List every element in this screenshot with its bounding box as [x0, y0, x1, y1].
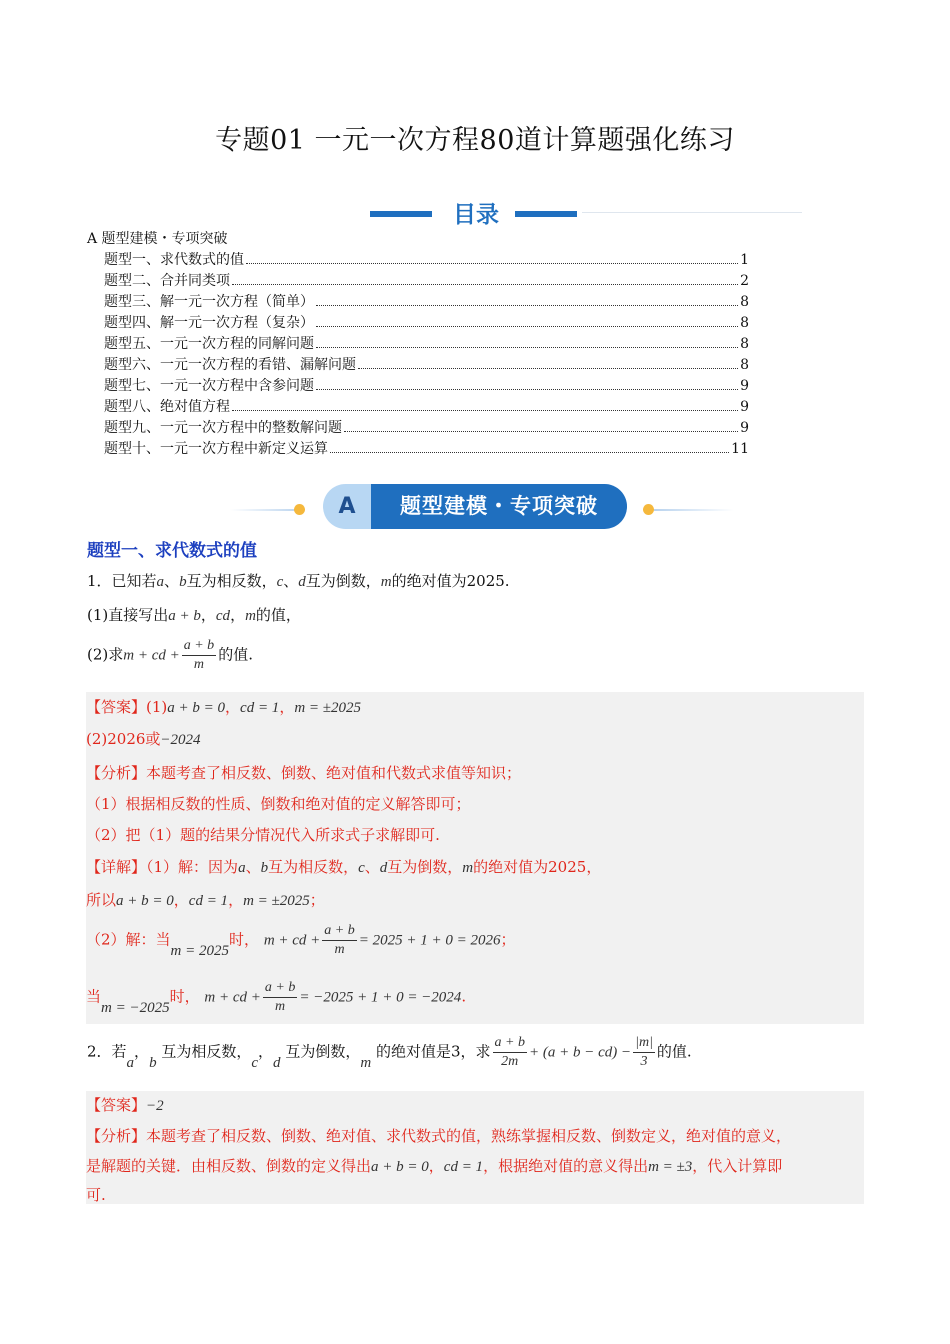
- toc-item-label: 题型四、解一元一次方程（复杂）: [104, 315, 314, 331]
- answer-label: 【答案】: [86, 698, 147, 716]
- toc-item-label: 题型九、一元一次方程中的整数解问题: [104, 420, 342, 436]
- analysis-line-3: 可.: [86, 1186, 106, 1204]
- analysis-step-1: （1）根据相反数的性质、倒数和绝对值的定义解答即可；: [86, 795, 471, 813]
- toc-leader: [330, 452, 729, 453]
- fraction-numerator: a + b: [322, 922, 356, 941]
- answer-line: [86, 696, 361, 717]
- text: 2．若: [87, 1042, 127, 1061]
- analysis-label: 【分析】: [86, 1127, 147, 1145]
- math-var: b: [179, 574, 187, 590]
- text: ；: [500, 930, 516, 949]
- toc-item-label: 题型五、一元一次方程的同解问题: [104, 336, 314, 352]
- text: 的绝对值是3，求: [375, 1042, 491, 1061]
- text: 时，: [229, 930, 260, 949]
- banner-pill: [323, 484, 627, 529]
- text: ，: [228, 891, 244, 909]
- fraction-denominator: m: [275, 999, 286, 1014]
- detail-label: 【详解】: [86, 858, 147, 876]
- toc-heading-bar-left: [370, 211, 432, 217]
- text: (2)求: [87, 645, 124, 664]
- toc-leader: [344, 431, 738, 432]
- math-expr: m = −2025: [101, 999, 170, 1016]
- toc-item-label: 题型七、一元一次方程中含参问题: [104, 378, 314, 394]
- fraction-denominator: m: [334, 942, 345, 957]
- answer-line: [86, 1094, 164, 1115]
- math-expr: cd = 1: [240, 700, 280, 716]
- text: 互为倒数，: [387, 858, 463, 876]
- math-expr: a + b = 0: [116, 893, 174, 909]
- fraction-denominator: m: [193, 657, 205, 672]
- analysis-label: 【分析】: [86, 764, 147, 782]
- text: 的值，: [255, 606, 301, 624]
- math-var: a: [238, 860, 246, 876]
- fraction-numerator: |m|: [633, 1034, 655, 1053]
- math-var: b: [149, 1054, 157, 1071]
- math-var: b: [260, 860, 269, 876]
- fraction-numerator: a + b: [263, 979, 297, 998]
- question-1-part-1: [87, 604, 301, 625]
- toc-item-page: 2: [740, 273, 749, 289]
- banner-dot-left: [294, 504, 305, 515]
- text: (1)直接写出: [87, 606, 169, 624]
- text: 互为相反数，: [186, 572, 277, 590]
- math-expr: cd: [215, 608, 231, 624]
- toc-item-page: 11: [731, 441, 749, 457]
- toc-heading-text: 目录: [453, 202, 499, 228]
- toc-item-page: 8: [740, 357, 749, 373]
- section-banner: [0, 482, 950, 530]
- banner-letter: A: [338, 494, 356, 519]
- toc-heading-bar-right: [515, 211, 577, 217]
- question-2-stem: [87, 1034, 692, 1071]
- text: ，: [134, 1042, 150, 1061]
- toc-item[interactable]: [87, 376, 749, 397]
- toc-item-label: 题型十、一元一次方程中新定义运算: [104, 441, 328, 457]
- text: （1）解：因为: [146, 858, 239, 876]
- math-expr: cd = 1: [188, 893, 229, 909]
- text: ，: [200, 606, 216, 624]
- toc-item-page: 8: [740, 315, 749, 331]
- text: ；: [309, 891, 325, 909]
- toc-leader: [232, 410, 738, 411]
- toc-item-label: 题型一、求代数式的值: [104, 252, 244, 268]
- text: ，: [230, 606, 246, 624]
- math-expr: m = ±2025: [294, 700, 362, 716]
- text: 、: [245, 858, 261, 876]
- toc-leader: [316, 305, 738, 306]
- math-expr: −2024: [160, 732, 201, 748]
- toc-item-page: 9: [740, 378, 749, 394]
- math-expr: + (a + b − cd) −: [528, 1044, 632, 1061]
- answer-block-1: [86, 692, 864, 1024]
- toc-leader: [246, 263, 738, 264]
- fraction-numerator: a + b: [182, 637, 216, 656]
- math-var: m: [245, 608, 256, 624]
- banner-line-right: [654, 509, 734, 511]
- toc-item-page: 9: [740, 420, 749, 436]
- math-expr: a + b: [168, 608, 201, 624]
- text: 本题考查了相反数、倒数、绝对值、求代数式的值，熟练掌握相反数、倒数定义，绝对值的意义，: [146, 1127, 792, 1145]
- text: 的绝对值为2025.: [391, 572, 510, 590]
- text: (1): [146, 698, 168, 716]
- toc-item-page: 8: [740, 336, 749, 352]
- math-expr: = −2025 + 1 + 0 = −2024: [299, 989, 462, 1006]
- math-var: d: [379, 860, 388, 876]
- fraction: [633, 1034, 655, 1071]
- math-var: a: [156, 574, 165, 590]
- toc-item[interactable]: [87, 439, 749, 460]
- text: 的值.: [218, 645, 253, 664]
- text: ，: [279, 698, 295, 716]
- answer-block-2: [86, 1091, 864, 1204]
- fraction: [493, 1034, 527, 1071]
- text: （2）解：当: [86, 930, 171, 949]
- math-expr: = 2025 + 1 + 0 = 2026: [358, 932, 501, 949]
- math-expr: m + cd +: [123, 647, 180, 664]
- math-var: m: [380, 574, 392, 590]
- text: 时，: [169, 987, 200, 1006]
- math-expr: m + cd +: [204, 989, 261, 1006]
- toc-item[interactable]: [87, 313, 749, 334]
- fraction: [322, 922, 356, 959]
- text: 的绝对值为2025，: [473, 858, 602, 876]
- toc-leader: [316, 347, 738, 348]
- math-var: c: [358, 860, 365, 876]
- toc-item[interactable]: [87, 271, 749, 292]
- text: (2)2026或: [86, 730, 161, 748]
- math-expr: m = ±3: [648, 1159, 693, 1175]
- analysis-step-2: （2）把（1）题的结果分情况代入所求式子求解即可.: [86, 826, 440, 844]
- text: 、: [164, 572, 180, 590]
- fraction-denominator: 3: [640, 1054, 648, 1069]
- detail-line-4: [86, 979, 466, 1016]
- text: 本题考查了相反数、倒数、绝对值和代数式求值等知识；: [146, 764, 522, 782]
- page-title: 专题01 一元一次方程80道计算题强化练习: [215, 125, 735, 156]
- text: 是解题的关键．由相反数、倒数的定义得出: [86, 1157, 372, 1175]
- toc-item-page: 9: [740, 399, 749, 415]
- question-1-part-2: [87, 637, 253, 674]
- toc-item-page: 8: [740, 294, 749, 310]
- fraction: [263, 979, 297, 1016]
- analysis-line: [86, 762, 521, 783]
- math-expr: −2: [146, 1098, 164, 1114]
- text: ，: [428, 1157, 444, 1175]
- math-var: m: [360, 1054, 372, 1071]
- text: ，: [258, 1042, 274, 1061]
- toc-leader: [316, 389, 738, 390]
- math-expr: m = 2025: [170, 942, 230, 959]
- text: 所以: [86, 891, 117, 909]
- toc-item-label: 题型六、一元一次方程的看错、漏解问题: [104, 357, 356, 373]
- text: 、: [283, 572, 299, 590]
- table-of-contents: [87, 229, 749, 460]
- section-title: 题型一、求代数式的值: [87, 541, 257, 561]
- text: 1．已知若: [87, 572, 157, 590]
- text: 互为相反数，: [268, 858, 359, 876]
- toc-item[interactable]: [87, 397, 749, 418]
- math-expr: m = ±2025: [243, 893, 310, 909]
- toc-item[interactable]: [87, 355, 749, 376]
- toc-leader: [358, 368, 738, 369]
- text: ，: [225, 698, 241, 716]
- text: 、: [364, 858, 380, 876]
- analysis-line: [86, 1125, 791, 1146]
- text: ，代入计算即: [692, 1157, 783, 1175]
- toc-item-label: 题型三、解一元一次方程（简单）: [104, 294, 314, 310]
- question-1-stem: [87, 570, 510, 591]
- toc-item-label: 题型八、绝对值方程: [104, 399, 230, 415]
- text: 互为倒数，: [285, 1042, 361, 1061]
- toc-item[interactable]: [87, 292, 749, 313]
- detail-line-1: [86, 856, 601, 877]
- answer-label: 【答案】: [86, 1096, 147, 1114]
- toc-item[interactable]: [87, 334, 749, 355]
- text: 的值.: [656, 1042, 692, 1061]
- math-expr: a + b = 0: [167, 700, 226, 716]
- math-var: m: [462, 860, 474, 876]
- text: 互为倒数，: [305, 572, 381, 590]
- toc-item[interactable]: [87, 250, 749, 271]
- toc-item[interactable]: [87, 418, 749, 439]
- fraction-denominator: 2m: [501, 1054, 519, 1069]
- math-var: d: [273, 1054, 281, 1071]
- toc-divider: [582, 212, 802, 213]
- math-var: a: [126, 1054, 135, 1071]
- fraction: [182, 637, 216, 674]
- text: 当: [86, 987, 102, 1006]
- math-var: c: [251, 1054, 259, 1071]
- banner-dot-right: [643, 504, 654, 515]
- math-expr: m + cd +: [263, 932, 321, 949]
- text: ，: [173, 891, 189, 909]
- math-var: c: [276, 574, 284, 590]
- toc-leader: [316, 326, 738, 327]
- text: 互为相反数，: [161, 1042, 252, 1061]
- toc-item-label: 题型二、合并同类项: [104, 273, 230, 289]
- detail-line-2: [86, 889, 325, 910]
- banner-line-left: [230, 509, 302, 511]
- math-expr: a + b = 0: [371, 1159, 429, 1175]
- analysis-line-2: [86, 1155, 782, 1176]
- answer-line-2: [86, 728, 201, 749]
- toc-section: A 题型建模・专项突破: [87, 231, 228, 247]
- toc-heading: [370, 196, 580, 232]
- banner-text: 题型建模・专项突破: [371, 484, 627, 529]
- text: ，根据绝对值的意义得出: [483, 1157, 649, 1175]
- toc-item-page: 1: [740, 252, 749, 268]
- detail-line-3: [86, 922, 516, 959]
- toc-leader: [232, 284, 738, 285]
- math-var: d: [298, 574, 306, 590]
- fraction-numerator: a + b: [493, 1034, 527, 1053]
- math-expr: cd = 1: [443, 1159, 484, 1175]
- text: .: [461, 987, 467, 1006]
